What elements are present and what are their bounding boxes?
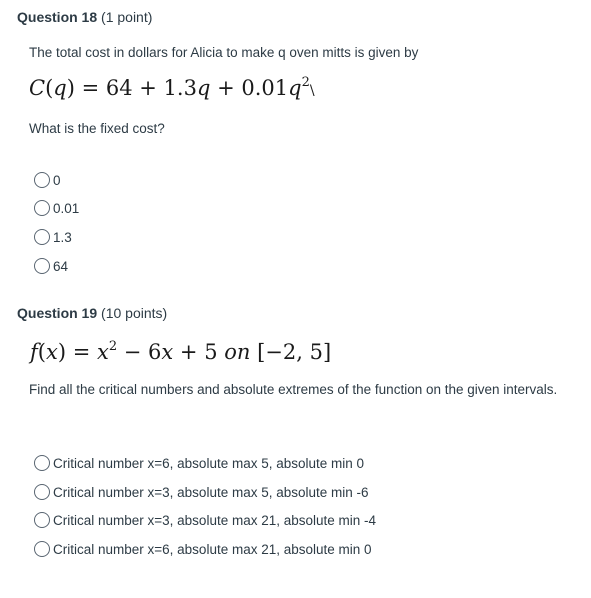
formula-rhs-mid: − 6 [117,340,162,364]
radio-button[interactable] [34,258,50,274]
formula-rhs-prefix: = 64 + 1.3 [74,76,197,100]
formula-var: x [161,340,174,364]
formula-exponent: 2 [301,75,310,90]
formula-fn: f [30,340,38,364]
radio-button[interactable] [34,172,50,188]
radio-button[interactable] [34,455,50,471]
formula-rhs-end: + 5 [173,340,225,364]
question-19-header [17,305,167,321]
option-label: 0.01 [53,200,80,216]
answer-option[interactable] [34,229,72,245]
question-18-prompt: What is the fixed cost? [29,121,165,136]
question-points: (10 points) [101,305,168,321]
answer-option[interactable] [34,484,369,500]
formula-var: q [288,76,302,100]
formula-fn: C [29,76,46,100]
formula-var: x [96,340,109,364]
option-label: 1.3 [53,229,72,245]
question-18-header [17,9,152,25]
question-18-text: The total cost in dollars for Alicia to make q oven mitts is given by [29,45,419,60]
formula-var: q [53,76,67,100]
answer-option[interactable] [34,512,376,528]
function-formula: $f(x) = x^2 - 6x + 5$ on [−2, 5] [30,339,332,364]
option-label: 64 [53,258,69,274]
radio-button[interactable] [34,200,50,216]
answer-option[interactable] [34,200,79,216]
answer-option[interactable] [34,455,364,471]
option-label: Critical number x=6, absolute max 5, absolute min 0 [53,455,365,471]
formula-on: on [224,340,251,364]
answer-option[interactable] [34,258,68,274]
formula-exponent: 2 [108,339,118,354]
cost-formula: $C(q) = 64 + 1.3q + 0.01q^2\backslash$ [29,75,315,100]
radio-button[interactable] [34,512,50,528]
answer-option[interactable] [34,541,372,557]
formula-var: q [196,76,211,100]
option-label: Critical number x=6, absolute max 21, absolute min 0 [53,541,372,557]
formula-var: x [45,340,58,364]
option-label: 0 [53,172,61,188]
radio-button[interactable] [34,229,50,245]
answer-option[interactable] [34,172,61,188]
formula-interval: [−2, 5] [250,340,332,364]
question-points: (1 point) [101,9,153,25]
question-19-text: Find all the critical numbers and absolute extremes of the function on the given intervals. [29,382,558,397]
radio-button[interactable] [34,484,50,500]
radio-button[interactable] [34,541,50,557]
question-number: Question 18 [17,9,98,25]
option-label: Critical number x=3, absolute max 21, absolute min -4 [53,512,377,528]
formula-rhs-mid: + 0.01 [210,76,289,100]
question-number: Question 19 [17,305,98,321]
option-label: Critical number x=3, absolute max 5, absolute min -6 [53,484,369,500]
formula-trail: \ [309,83,315,99]
